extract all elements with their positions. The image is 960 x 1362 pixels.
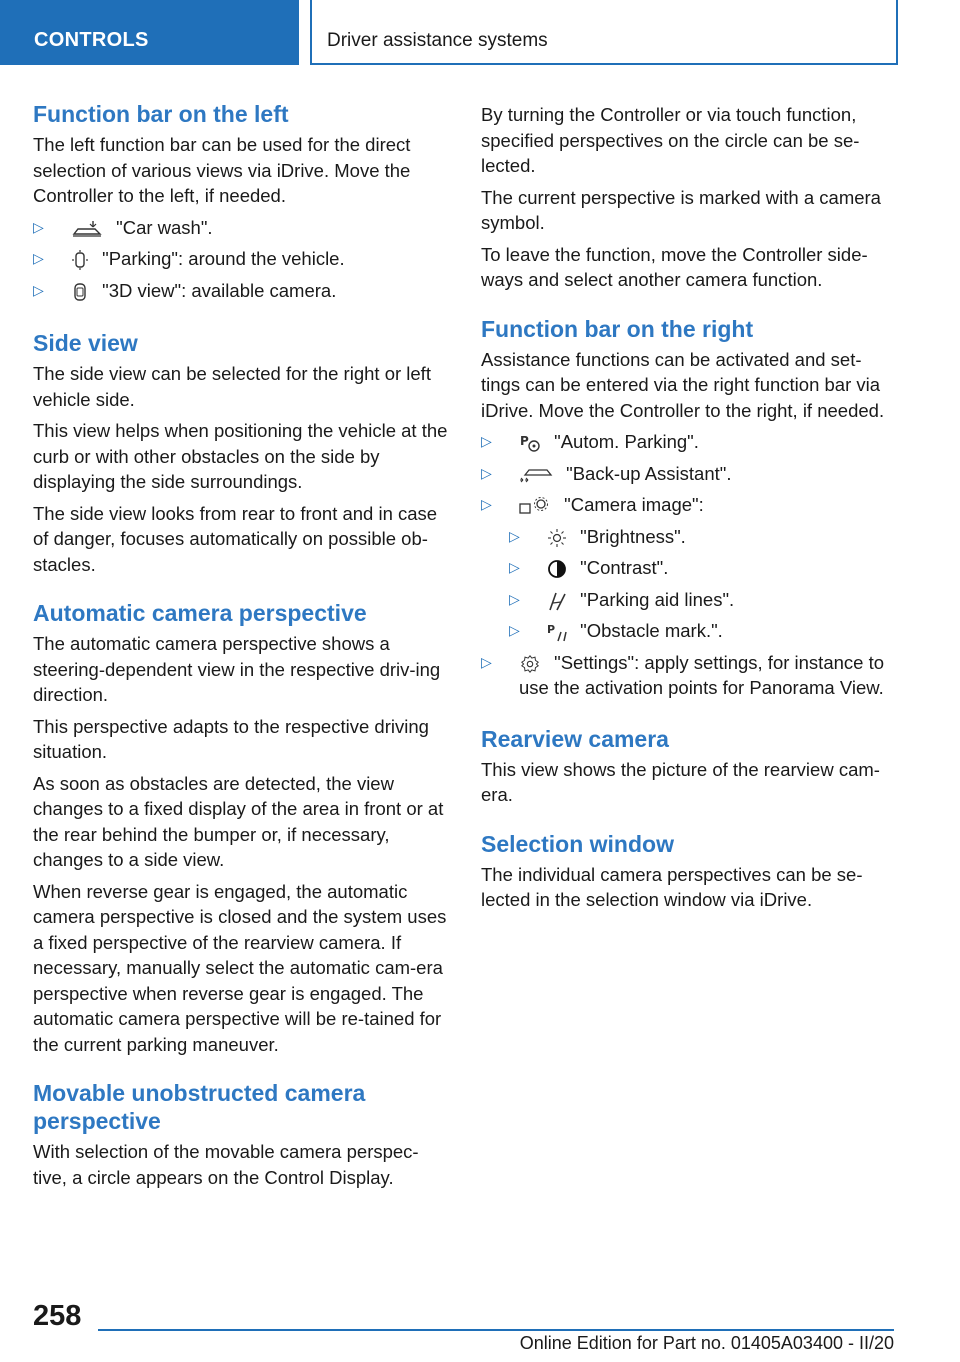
autom-parking-icon	[519, 433, 541, 453]
triangle-bullet-icon: ▷	[481, 464, 492, 481]
parking-icon	[71, 250, 89, 270]
header-section-label: CONTROLS	[34, 29, 149, 51]
heading-side-view: Side view	[33, 330, 138, 356]
list-item-label: "Settings": apply settings, for instance to use the activation points for Panorama View.	[519, 651, 885, 698]
list-subitem	[481, 555, 899, 581]
triangle-bullet-icon: ▷	[481, 496, 492, 512]
footer-edition: Online Edition for Part no. 01405A03400 - II/20	[519, 1333, 894, 1353]
list-item-label: "Autom. Parking".	[554, 431, 699, 452]
list-item	[33, 246, 451, 272]
section-function-bar-left	[33, 100, 451, 303]
list-item	[481, 492, 899, 518]
obstacle-mark-icon	[547, 622, 567, 642]
page-number: 258	[33, 1300, 82, 1332]
footer-divider	[98, 1329, 894, 1331]
header-chapter-box	[310, 0, 898, 65]
paragraph: This perspective adapts to the respective driving situation.	[33, 715, 429, 762]
section-automatic-camera-perspective	[33, 599, 451, 1057]
back-up-assistant-icon	[519, 465, 553, 485]
list-item	[33, 215, 451, 241]
triangle-bullet-icon: ▷	[33, 281, 44, 298]
right-column	[481, 100, 899, 927]
section-selection-window	[481, 830, 899, 913]
camera-image-icon	[519, 496, 551, 516]
paragraph: The individual camera perspectives can be se‐lected in the selection window via iDrive.	[481, 863, 863, 910]
3d-view-icon	[71, 282, 89, 302]
list-item	[481, 429, 899, 455]
triangle-bullet-icon: ▷	[509, 590, 520, 607]
heading-function-bar-left: Function bar on the left	[33, 101, 289, 127]
paragraph: The automatic camera perspective shows a steering-dependent view in the respective driv‐ing direction.	[33, 633, 441, 705]
paragraph: When reverse gear is engaged, the automatic camera perspective is closed and the system uses a fixed perspective of the rearview camera. If necessary, manually select the automatic cam‐era perspective when reverse gear is engaged. The automatic camera perspective will be re‐tained for the current parking maneuver.	[33, 880, 447, 1055]
list-item	[33, 278, 451, 304]
svg-text:P: P	[520, 434, 529, 449]
contrast-icon	[547, 559, 567, 579]
bullet-list	[33, 215, 451, 304]
list-subitem	[481, 524, 899, 550]
list-item-label: "Parking aid lines".	[580, 588, 735, 610]
list-item-label: "Contrast".	[580, 557, 669, 578]
list-item-label: "3D view": available camera.	[102, 279, 337, 301]
parking-aid-lines-icon	[547, 591, 567, 611]
list-item-label: "Car wash".	[116, 216, 213, 238]
left-column	[33, 100, 451, 1204]
paragraph: As soon as obstacles are detected, the view changes to a fixed display of the area in front or at the rear behind the bumper or, if necessary, changes to a side view.	[33, 772, 444, 870]
list-item-label: "Back-up Assistant".	[566, 462, 732, 484]
list-item-label: "Brightness".	[580, 525, 686, 547]
section-function-bar-right	[481, 315, 899, 701]
car-wash-icon	[71, 219, 103, 239]
bullet-list	[481, 429, 899, 701]
paragraph: This view helps when positioning the vehicle at the curb or with other obstacles on the side by displaying the side surroundings.	[33, 420, 448, 492]
paragraph: The side view looks from rear to front and in case of danger, focuses automatically on possible ob‐stacles.	[33, 502, 438, 575]
paragraph: By turning the Controller or via touch function, specified perspectives on the circle can be se‐lected.	[481, 104, 860, 176]
header-chapter-label: Driver assistance systems	[327, 30, 548, 51]
section-rearview-camera	[481, 725, 899, 808]
paragraph: Assistance functions can be activated and set‐tings can be entered via the right function bar via iDrive. Move the Controller to the right, if needed.	[481, 348, 885, 421]
heading-selection-window: Selection window	[481, 830, 674, 857]
heading-automatic-camera-perspective: Automatic camera perspective	[33, 600, 367, 626]
heading-movable-camera-perspective: Movable unobstructed camera perspective	[33, 1080, 366, 1134]
paragraph: The left function bar can be used for the direct selection of various views via iDrive. Move the Controller to the left, if needed.	[33, 134, 411, 206]
paragraph: This view shows the picture of the rearview cam‐era.	[481, 758, 880, 805]
section-side-view	[33, 329, 451, 577]
list-subitem	[481, 618, 899, 644]
header-section-tab	[0, 0, 299, 65]
paragraph: The side view can be selected for the right or left vehicle side.	[33, 363, 431, 410]
triangle-bullet-icon: ▷	[33, 218, 44, 235]
paragraph: With selection of the movable camera perspec‐tive, a circle appears on the Control Display.	[33, 1141, 419, 1188]
section-movable-camera-perspective	[33, 1079, 451, 1190]
list-item-label: "Parking": around the vehicle.	[102, 248, 345, 269]
heading-function-bar-right: Function bar on the right	[481, 315, 754, 342]
list-item	[481, 461, 899, 487]
list-item-label: "Obstacle mark.".	[580, 620, 723, 641]
paragraph: To leave the function, move the Controller side‐ways and select another camera function.	[481, 243, 868, 290]
triangle-bullet-icon: ▷	[33, 250, 44, 266]
svg-text:P: P	[547, 623, 556, 637]
brightness-icon	[547, 528, 567, 548]
triangle-bullet-icon: ▷	[481, 653, 492, 670]
list-item-label: "Camera image":	[564, 494, 704, 515]
triangle-bullet-icon: ▷	[509, 527, 520, 544]
paragraph: The current perspective is marked with a camera symbol.	[481, 186, 881, 233]
triangle-bullet-icon: ▷	[481, 433, 492, 449]
settings-icon	[519, 654, 541, 674]
list-item	[481, 650, 899, 701]
heading-rearview-camera: Rearview camera	[481, 725, 669, 752]
list-subitem	[481, 587, 899, 613]
triangle-bullet-icon: ▷	[509, 559, 520, 575]
triangle-bullet-icon: ▷	[509, 622, 520, 638]
